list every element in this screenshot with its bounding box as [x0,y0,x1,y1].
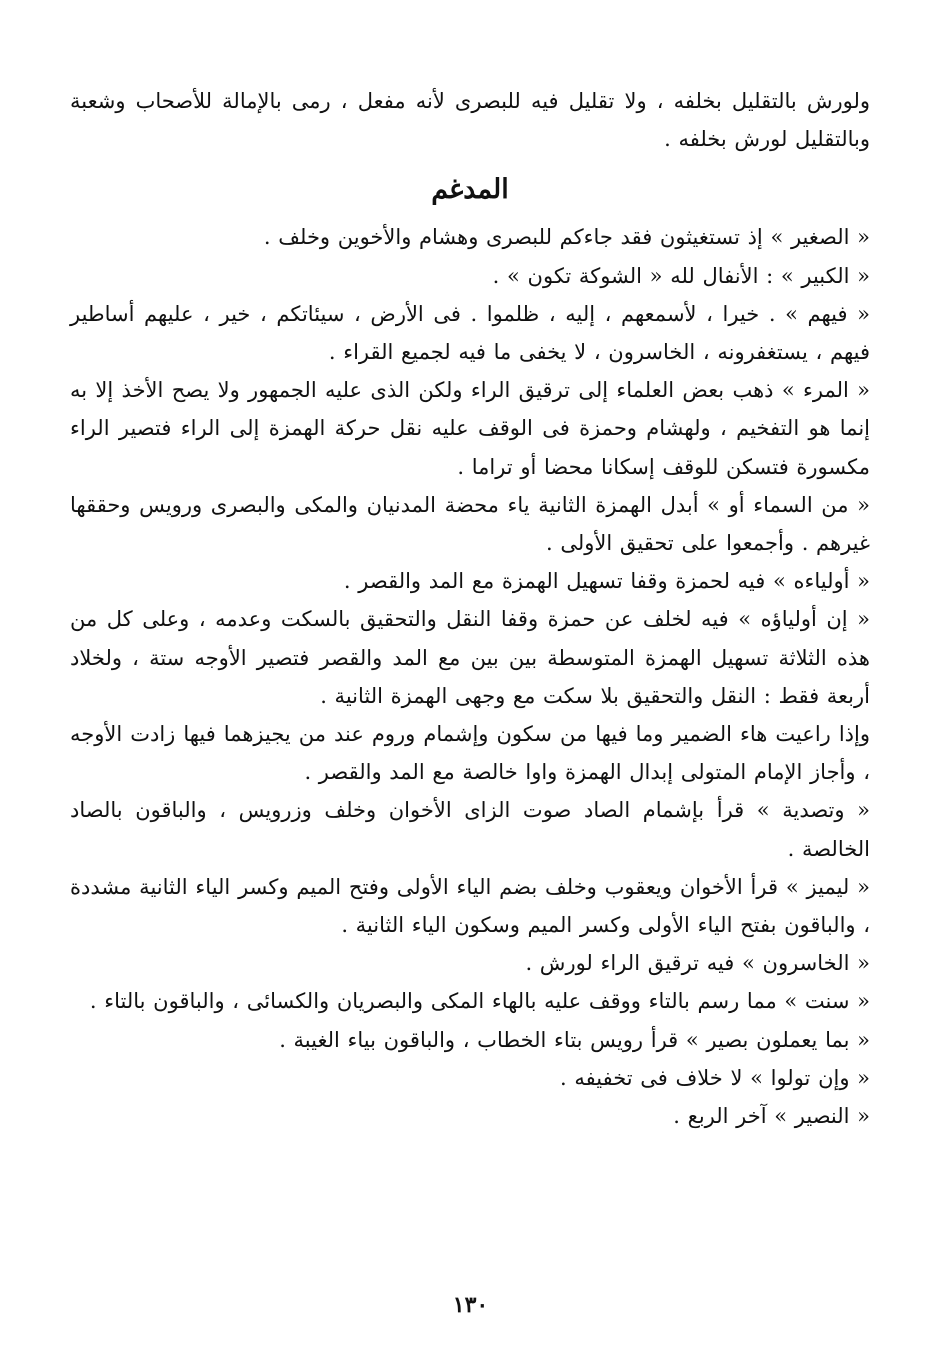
paragraph-liyamiz: « ليميز » قرأ الأخوان ويعقوب وخلف بضم الياء الأولى وفتح الميم وكسر الياء الثانية مشددة ، والباقون بفتح الياء الأولى وكسر الميم وسكون الياء الثانية . [70,874,870,938]
paragraph-almar: « المرء » ذهب بعض العلماء إلى ترقيق الراء ولكن الذى عليه الجمهور ولا يصح الأخذ إلا به إنما هو التفخيم ، ولهشام وحمزة فى الوقف عليه نقل حركة الهمزة إلى الراء فتصير الراء مكسورة فتسكن للوقف إسكانا محضا أو تراما . [70,378,871,479]
paragraph-haa-aldamir: وإذا راعيت هاء الضمير وما فيها من سكون وإشمام وروم عند من يجيزهما فيها زادت الأوجه ، وأجاز الإمام المتولى إبدال الهمزة واوا خالصة مع المد والقصر . [70,722,870,785]
page-number: ١٣٠ [452,1292,489,1318]
paragraph-sunnat: « سنت » مما رسم بالتاء ووقف عليه بالهاء المكى والبصريان والكسائى ، والباقون بالتاء . [89,989,870,1014]
document-page [70,82,870,1302]
paragraph-intro: ولورش بالتقليل بخلفه ، ولا تقليل فيه للبصرى لأنه مفعل ، رمى بالإمالة للأصحاب وشعبة وبالتقليل لورش بخلفه . [70,89,870,152]
paragraph-saghir: « الصغير » إذ تستغيثون فقد جاءكم للبصرى وهشام والأخوين وخلف . [263,225,870,250]
paragraph-fihim: « فيهم » . خيرا ، لأسمعهم ، إليه ، ظلموا . فى الأرض ، سيئاتكم ، خير ، عليهم أساطير فيهم ، يستغفرونه ، الخاسرون ، لا يخفى ما فيه لجميع القراء . [70,301,870,365]
paragraph-bima-yamalun: « بما يعملون بصير » قرأ رويس بتاء الخطاب ، والباقون بياء الغيبة . [279,1027,870,1052]
paragraph-alnasir: « النصير » آخر الربع . [673,1104,870,1129]
paragraph-alkhasirun: « الخاسرون » فيه ترقيق الراء لورش . [525,951,870,976]
paragraph-tasdiya: « وتصدية » قرأ بإشمام الصاد صوت الزاى الأخوان وخلف وزرويس ، والباقون بالصاد الخالصة . [70,798,870,861]
paragraph-kabir: « الكبير » : الأنفال لله « الشوكة تكون » . [492,263,870,288]
paragraph-awliyaah: « أولياءه » فيه لحمزة وقفا تسهيل الهمزة مع المد والقصر . [343,569,870,594]
paragraph-wain-tawallaw: « وإن تولوا » لا خلاف فى تخفيفه . [560,1065,870,1090]
paragraph-in-awliyauh: « إن أولياؤه » فيه لخلف عن حمزة وقفا النقل والتحقيق بالسكت وعدمه ، وعلى كل من هذه الثلاثة تسهيل الهمزة المتوسطة بين بين مع المد والقصر فتصير الأوجه ستة ، ولخلاد أربعة فقط : النقل والتحقيق بلا سكت مع وجهى الهمزة الثانية . [70,607,870,708]
paragraph-min-alsama: « من السماء أو » أبدل الهمزة الثانية ياء محضة المدنيان والمكى والبصرى ورويس وحققها غيرهم . وأجمعوا على تحقيق الأولى . [70,492,870,556]
section-heading-mudgham: المدغم [431,174,509,206]
